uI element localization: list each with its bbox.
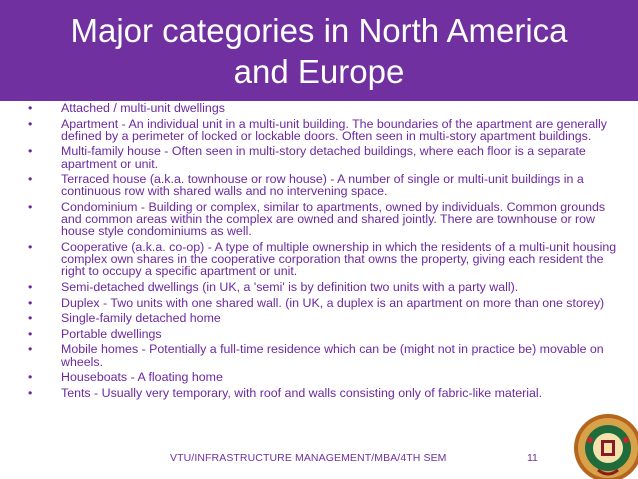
footer-text: VTU/INFRASTRUCTURE MANAGEMENT/MBA/4TH SEM bbox=[170, 452, 447, 464]
list-item bbox=[28, 343, 620, 367]
list-item-text: Semi-detached dwellings (in UK, a 'semi' is by definition two units with a party wall). bbox=[61, 279, 519, 294]
bullet-icon: • bbox=[28, 199, 33, 214]
list-item-text: Terraced house (a.k.a. townhouse or row house) - A number of single or multi-unit buildings in a continuous row with shared walls and no intervening space. bbox=[61, 172, 584, 199]
list-item-text: Apartment - An individual unit in a multi-unit building. The boundaries of the apartment are generally defined by a perimeter of locked or lockable doors. Often seen in multi-story apartment buildings. bbox=[61, 116, 607, 143]
list-item bbox=[28, 102, 620, 114]
list-item bbox=[28, 118, 620, 142]
bullet-list bbox=[28, 102, 620, 402]
bullet-icon: • bbox=[28, 311, 33, 326]
title-band bbox=[0, 0, 638, 101]
list-item bbox=[28, 281, 620, 293]
list-item bbox=[28, 201, 620, 238]
list-item bbox=[28, 371, 620, 383]
list-item bbox=[28, 328, 620, 340]
bullet-icon: • bbox=[28, 239, 33, 254]
title-line-2: and Europe bbox=[233, 53, 405, 90]
list-item-text: Houseboats - A floating home bbox=[61, 370, 223, 385]
bullet-icon: • bbox=[28, 385, 33, 400]
list-item-text: Cooperative (a.k.a. co-op) - A type of multiple ownership in which the residents of a multi-unit housing complex own shares in the cooperative corporation that owns the property, giving each resident the right to occupy a specific apartment or unit. bbox=[61, 239, 617, 279]
university-seal-icon bbox=[560, 400, 638, 479]
bullet-icon: • bbox=[28, 144, 33, 159]
bullet-icon: • bbox=[28, 295, 33, 310]
list-item bbox=[28, 312, 620, 324]
page-number: 11 bbox=[527, 452, 538, 464]
bullet-icon: • bbox=[28, 342, 33, 357]
list-item-text: Attached / multi-unit dwellings bbox=[61, 101, 225, 115]
list-item bbox=[28, 145, 620, 169]
list-item-text: Portable dwellings bbox=[61, 326, 162, 341]
bullet-icon: • bbox=[28, 326, 33, 341]
bullet-icon: • bbox=[28, 116, 33, 131]
list-item-text: Single-family detached home bbox=[61, 311, 221, 326]
title-line-1: Major categories in North America bbox=[70, 12, 568, 49]
list-item bbox=[28, 241, 620, 278]
bullet-icon: • bbox=[28, 279, 33, 294]
list-item-text: Condominium - Building or complex, similar to apartments, owned by individuals. Common grounds and common areas within the complex are owned and shared jointly. There are townhouse or row house style condominiums as well. bbox=[61, 199, 606, 239]
list-item-text: Duplex - Two units with one shared wall. (in UK, a duplex is an apartment on more than one storey) bbox=[61, 295, 605, 310]
list-item bbox=[28, 387, 620, 399]
bullet-icon: • bbox=[28, 370, 33, 385]
bullet-icon: • bbox=[28, 172, 33, 187]
list-item-text: Mobile homes - Potentially a full-time residence which can be (might not in practice be) movable on wheels. bbox=[61, 342, 604, 369]
list-item-text: Tents - Usually very temporary, with roof and walls consisting only of fabric-like material. bbox=[61, 385, 543, 400]
slide-title bbox=[30, 10, 608, 92]
bullet-icon: • bbox=[28, 101, 33, 115]
list-item bbox=[28, 173, 620, 197]
list-item bbox=[28, 297, 620, 309]
list-item-text: Multi-family house - Often seen in multi-story detached buildings, where each floor is a separate apartment or unit. bbox=[61, 144, 586, 171]
